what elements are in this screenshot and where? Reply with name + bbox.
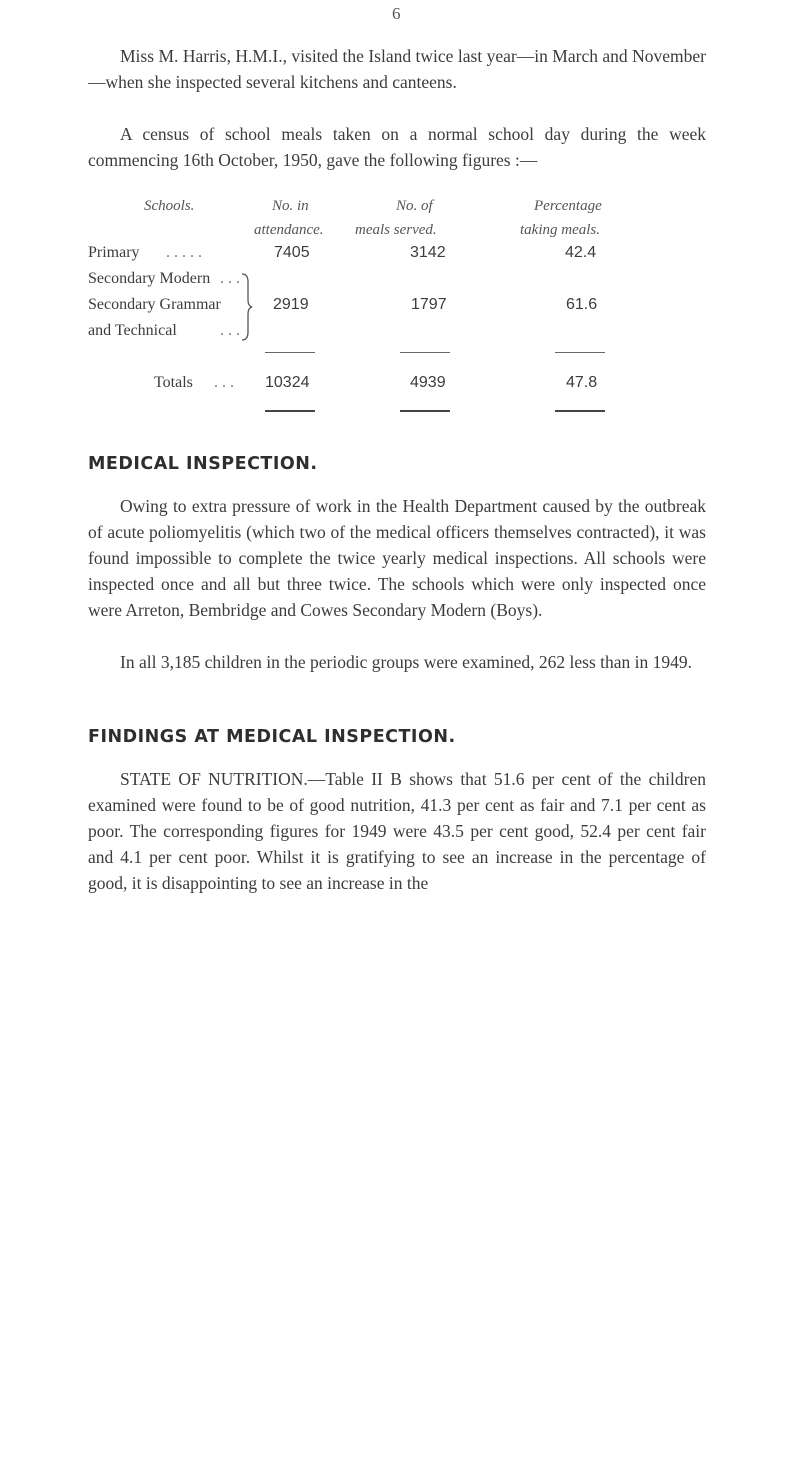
page-number: 6 — [392, 4, 401, 23]
totals-dots: . . . — [214, 374, 234, 391]
rule-attendance-bottom — [265, 410, 315, 412]
header-percentage-line2: taking meals. — [520, 222, 600, 238]
findings-heading: FINDINGS AT MEDICAL INSPECTION. — [88, 727, 456, 747]
header-schools: Schools. — [144, 198, 195, 214]
row-secondary-grammar: Secondary Grammar — [88, 296, 221, 313]
totals-attendance: 10324 — [265, 374, 310, 391]
grouping-brace — [240, 272, 254, 342]
row-primary-attendance: 7405 — [274, 244, 310, 261]
header-meals-line1: No. of — [396, 198, 433, 214]
intro-paragraph-hmi-visit: Miss M. Harris, H.M.I., visited the Island twice last year—in March and November—when she inspected several kitchens and canteens. — [88, 46, 706, 92]
row-primary-percentage: 42.4 — [565, 244, 597, 261]
row-primary-meals: 3142 — [410, 244, 446, 261]
rule-percentage-top — [555, 352, 605, 353]
intro-paragraph-census: A census of school meals taken on a normal school day during the week commencing 16th October, 1950, gave the following figures :— — [88, 124, 706, 170]
totals-percentage: 47.8 — [566, 374, 598, 391]
rule-meals-top — [400, 352, 450, 353]
row-primary-school: Primary — [88, 244, 140, 261]
medical-inspection-paragraph: Owing to extra pressure of work in the Health Department caused by the outbreak of acute poliomyelitis (which two of the medical officers themselves contracted), it was found impossible to complete the twice yearly medical inspections. All schools were inspected once and all but three twice. The schools which were only inspected once were Arreton, Bembridge and Cowes Secondary Modern (Boys). — [88, 496, 706, 620]
row-secondary-percentage: 61.6 — [566, 296, 598, 313]
rule-percentage-bottom — [555, 410, 605, 412]
medical-inspection-totals-paragraph: In all 3,185 children in the periodic groups were examined, 262 less than in 1949. — [120, 652, 693, 672]
row-secondary-modern: Secondary Modern — [88, 270, 211, 287]
totals-meals: 4939 — [410, 374, 446, 391]
row-primary-dots: . . . . . — [166, 244, 202, 261]
row-secondary-attendance: 2919 — [273, 296, 309, 313]
medical-inspection-heading: MEDICAL INSPECTION. — [88, 454, 318, 474]
header-attendance-line2: attendance. — [254, 222, 324, 238]
header-meals-line2: meals served. — [355, 222, 437, 238]
row-secondary-meals: 1797 — [411, 296, 447, 313]
header-attendance-line1: No. in — [272, 198, 309, 214]
rule-attendance-top — [265, 352, 315, 353]
nutrition-paragraph: STATE OF NUTRITION.—Table II B shows that 51.6 per cent of the children examined were found to be of good nutrition, 41.3 per cent as fair and 7.1 per cent as poor. The corresponding figures for 1949 were 43.5 per cent good, 52.4 per cent fair and 4.1 per cent poor. Whilst it is gratifying to see an increase in the percentage of good, it is disappointing to see an increase in the — [88, 769, 706, 893]
header-percentage-line1: Percentage — [534, 198, 602, 214]
row-technical: and Technical — [88, 322, 177, 339]
row-secondary-modern-dots: . . . — [220, 270, 240, 287]
row-technical-dots: . . . — [220, 322, 240, 339]
totals-label: Totals — [154, 374, 193, 391]
rule-meals-bottom — [400, 410, 450, 412]
